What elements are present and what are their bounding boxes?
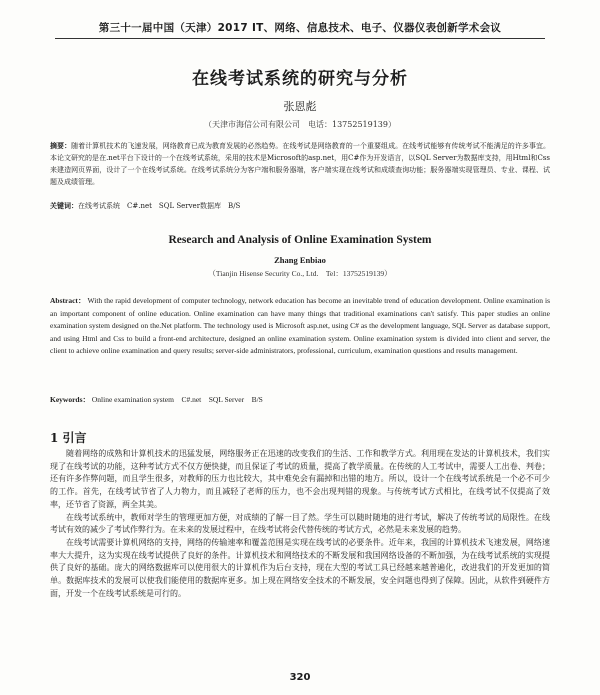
chinese-title: 在线考试系统的研究与分析 (192, 69, 408, 89)
body-paragraph: 在线考试系统中，教师对学生的管理更加方便，对成绩的了解一目了然。学生可以随时随地的进行考试，解决了传统考试的局限性。在线考试有效的减少了考试作弊行为。在未来的发展过程中，在线考试将会代替传统的考试方式，必然是未来发展的趋势。 (50, 512, 550, 535)
english-affiliation: （Tianjin Hisense Security Co., Ltd. Tel：13752519139） (208, 269, 392, 278)
chinese-keywords (50, 200, 550, 212)
english-keywords-text: Online examination system C#.net SQL Server B/S (91, 395, 263, 404)
english-title: Research and Analysis of Online Examination System (168, 234, 432, 246)
chinese-abstract-label: 摘要： (50, 141, 72, 150)
body-paragraph: 在线考试需要计算机网络的支持，网络的传输速率和覆盖范围是实现在线考试的必要条件。近年来，我国的计算机技术飞速发展，网络速率大大提升，这为实现在线考试提供了良好的条件。计算机技术和网络技术的不断发展和我国网络设备的不断加强，为在线考试系统的实现提供了良好的基础。庞大的网络数据库可以使用很大的计算机作为后台支持，现在大型的考试工具已经越来越普遍化，改进我们的开发更加的简单。数据库技术的发展可以使我们能使用的数据库更多。加上现在网络安全技术的不断发展，安全问题也得到了保障。因此，从软件到硬件方面，开发一个在线考试系统是可行的。 (50, 537, 550, 598)
english-keywords (50, 394, 550, 407)
chinese-keywords-label: 关键词： (50, 201, 78, 210)
chinese-keywords-text: 在线考试系统 C#.net SQL Server数据库 B/S (78, 202, 241, 210)
header-rule (55, 38, 545, 39)
chinese-affiliation: （天津市海信公司有限公司 电话：13752519139） (204, 120, 396, 129)
english-author: Zhang Enbiao (274, 255, 326, 265)
running-head: 第三十一届中国（天津）2017 IT、网络、信息技术、电子、仪器仪表创新学术会议 (98, 22, 502, 34)
section-body (50, 448, 550, 600)
english-abstract (50, 295, 550, 358)
body-paragraph: 随着网络的成熟和计算机技术的迅猛发展，网络服务正在迅速的改变我们的生活、工作和教学方式。利用现在发达的计算机技术，我们实现了在线考试的功能，这种考试方式不仅方便快捷，而且保证了考试的质量，提高了教学质量。在传统的人工考试中，需要人工出卷、判卷；还有许多作弊问题，而且学生很多，对教师的压力也比较大，其中难免会有漏掉和出错的地方。所以，设计一个在线考试系统是一个必不可少的工作。首先，在线考试节省了人力物力，而且减轻了老师的压力，也不会出现判错的现象。与传统考试方式相比，在线考试不仅提高了效率，还节省了资源，两全其美。 (50, 449, 550, 509)
english-keywords-label: Keywords： (50, 395, 90, 404)
section-title: 1 引言 (50, 431, 87, 445)
english-abstract-label: Abstract： (50, 296, 86, 305)
english-abstract-text: With the rapid development of computer technology, network education has become an inevitable trend of education development. Online examination is an important component of online education. Online examination can have many things that traditional examinations can't satisfy. This paper studies an online examination system designed on the.Net platform. The technology used is Microsoft asp.net, using C# as the development language, SQL Server as database support, and using Html and Css to build a front-end architecture, designed an online examination system. Online examination system is divided into client and server, the client to achieve online examination and query results; server-side administrators, professional, curriculum, examination questions and results management. (50, 296, 550, 356)
chinese-abstract (50, 140, 550, 188)
chinese-author: 张恩彪 (283, 100, 317, 113)
page-number: 320 (289, 672, 311, 683)
chinese-abstract-text: 随着计算机技术的飞速发展，网络教育已成为教育发展的必然趋势。在线考试是网络教育的一个重要组成。在线考试能够有传统考试不能满足的许多事宜。本论文研究的是在.net平台下设计的一个在线考试系统，采用的技术是Microsoft的asp.net，用C#作为开发语言，以SQL Server为数据库支持，用Html和Css来建造网页界面，设计了一个在线考试系统。在线考试系统分为客户端和服务器端，客户端实现在线考试和成绩查询功能；服务器端实现管理员、专业、课程、试题及成绩管理。 (50, 142, 551, 186)
